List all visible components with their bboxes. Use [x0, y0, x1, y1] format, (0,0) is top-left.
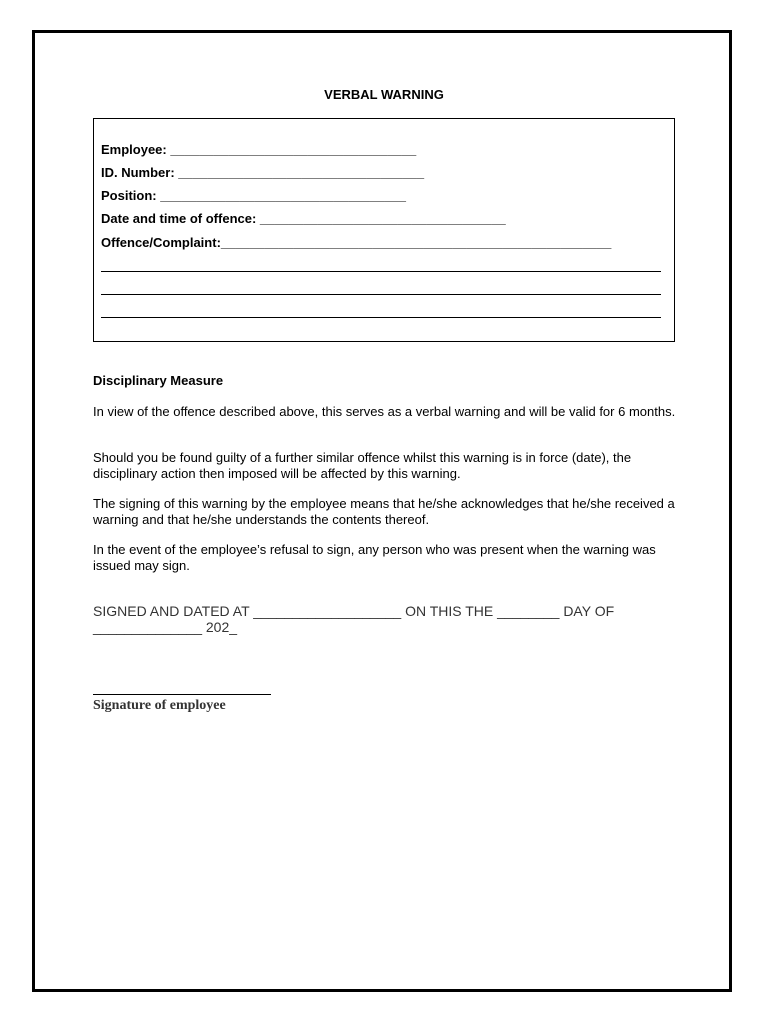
offence-blank-line-3 — [101, 317, 661, 318]
paragraph-refusal: In the event of the employee’s refusal to sign, any person who was present when the warning was issued may sign. — [93, 542, 656, 573]
offence-complaint-field: Offence/Complaint:______________________________________________________ — [101, 235, 612, 250]
employee-details-box — [93, 118, 675, 342]
paragraph-acknowledgement: The signing of this warning by the employee means that he/she acknowledges that he/she received a warning and that he/she understands the contents thereof. — [93, 496, 675, 527]
signature-label: Signature of employee — [93, 698, 226, 713]
offence-blank-line-1 — [101, 271, 661, 272]
position-field: Position: __________________________________ — [101, 188, 407, 203]
paragraph-further-offence: Should you be found guilty of a further similar offence whilst this warning is in force (date), the disciplinary action then imposed will be affected by this warning. — [93, 450, 632, 481]
offence-blank-line-2 — [101, 294, 661, 295]
signed-and-dated-line: SIGNED AND DATED AT ___________________ ON THIS THE ________ DAY OF ______________ 202_ — [93, 603, 615, 635]
id-number-field: ID. Number: __________________________________ — [101, 165, 425, 180]
disciplinary-measure-heading: Disciplinary Measure — [93, 373, 224, 388]
employee-field: Employee: __________________________________ — [101, 142, 417, 157]
signature-line — [93, 694, 271, 695]
document-title: VERBAL WARNING — [324, 87, 444, 102]
paragraph-validity: In view of the offence described above, this serves as a verbal warning and will be valid for 6 months. — [93, 404, 676, 419]
date-time-field: Date and time of offence: __________________________________ — [101, 211, 506, 226]
